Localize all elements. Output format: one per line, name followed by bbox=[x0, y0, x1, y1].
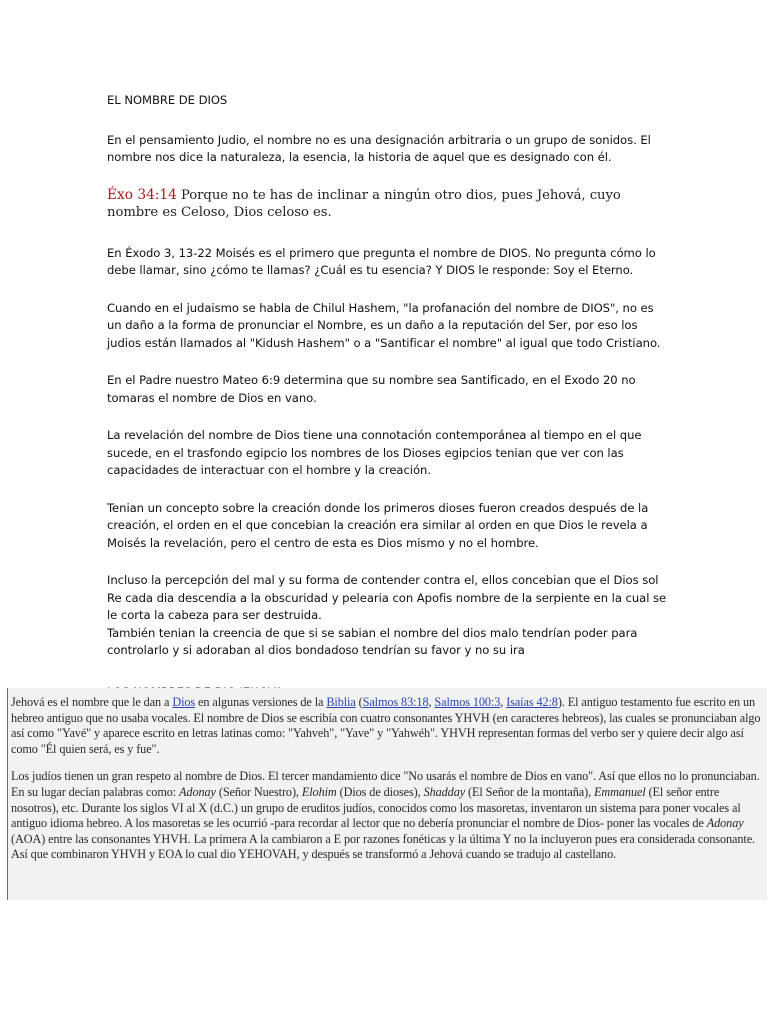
term-emmanuel: Emmanuel bbox=[594, 784, 646, 799]
excerpt-paragraph-1 bbox=[11, 695, 765, 757]
link-isaias-42-8[interactable]: Isaías 42:8 bbox=[506, 695, 558, 709]
excerpt-image bbox=[7, 688, 767, 900]
excerpt-text: Los judíos tienen un gran respeto al nombre de Dios. El tercer mandamiento dice "No usarás el nombre de Dios en vano". Así que ellos no lo pronunciaban. En su lugar decían palabras como: bbox=[11, 769, 760, 799]
excerpt-text: (AOA) entre las consonantes YHVH. La primera A la cambiaron a E por razones fonéticas y la última Y no la incluyeron pues era considerada consonante. Así que combinaron YHVH y EOA lo cual dio YEHOVAH, y después se transformó a Jehová cuando se tradujo al castellano. bbox=[11, 831, 755, 862]
link-dios[interactable]: Dios bbox=[172, 695, 196, 709]
excerpt-text: ). El antiguo testamento fue escrito en un hebreo antiguo que no usaba vocales. El nombre de Dios se escribía con cuatro consonantes YHVH (en caracteres hebreos), las cuales se pronunciaban algo así como "Yavé" y aparece escrito en letras latinas como: "Yahveh", "Yave" y "Yahwéh". YHVH representan formas del verbo ser y quiere decir algo así como "Él quien será, es y fue". bbox=[11, 695, 761, 756]
excerpt-paragraph-2 bbox=[11, 769, 765, 863]
link-salmos-83-18[interactable]: Salmos 83:18 bbox=[362, 695, 429, 709]
document-body bbox=[107, 92, 667, 701]
verse-reference: Éxo 34:14 bbox=[107, 186, 177, 203]
term-elohim: Elohim bbox=[301, 784, 337, 799]
paragraph-egyptian-context: La revelación del nombre de Dios tiene una connotación contemporánea al tiempo en el que sucede, en el trasfondo egipcio los nombres de los Dioses egipcios tenian que ver con las capacidades de interactuar con el hombre y la creación. bbox=[107, 428, 642, 477]
paragraph-exodus-3: En Éxodo 3, 13-22 Moisés es el primero que pregunta el nombre de DIOS. No pregunta cómo lo debe llamar, sino ¿cómo te llamas? ¿Cuál es tu esencia? Y DIOS le responde: Soy el Eterno. bbox=[107, 245, 656, 277]
link-biblia[interactable]: Biblia bbox=[326, 695, 356, 709]
paragraph-padre-nuestro: En el Padre nuestro Mateo 6:9 determina que su nombre sea Santificado, en el Exodo 20 no tomaras el nombre de Dios en vano. bbox=[107, 373, 636, 405]
term-shadday: Shadday bbox=[423, 784, 466, 799]
excerpt-text: Jehová es el nombre que le dan a bbox=[11, 695, 173, 709]
excerpt-text: , bbox=[428, 695, 435, 709]
link-salmos-100-3[interactable]: Salmos 100:3 bbox=[434, 695, 501, 709]
document-heading: EL NOMBRE DE DIOS bbox=[107, 93, 228, 107]
excerpt-text: en algunas versiones de la bbox=[195, 695, 327, 709]
excerpt-text: ( bbox=[355, 695, 363, 709]
verse-text: Porque no te has de inclinar a ningún otro dios, pues Jehová, cuyo nombre es Celoso, Dios celoso es. bbox=[107, 187, 621, 220]
paragraph-perception-of-evil bbox=[107, 572, 667, 660]
excerpt-text: (Dios de dioses), bbox=[336, 784, 424, 799]
bible-verse bbox=[107, 187, 667, 221]
excerpt-text: (El señor entre nosotros), etc. Durante los siglos VI al X (d.C.) un grupo de eruditos judíos, conocidos como los masoretas, inventaron un sistema para poner vocales al antiguo idioma hebreo. A los masoretas se les ocurrió -para recordar al lector que no debería pronunciar el nombre de Dios- poner las vocales de bbox=[11, 784, 741, 831]
paragraph-name-meaning: En el pensamiento Judio, el nombre no es una designación arbitraria o un grupo de sonidos. El nombre nos dice la naturaleza, la esencia, la historia de aquel que es designado con él. bbox=[107, 132, 651, 164]
excerpt-text: (El Señor de la montaña), bbox=[465, 784, 595, 799]
term-adonay: Adonay bbox=[179, 784, 216, 799]
paragraph-evil-part-2: También tenian la creencia de que si se sabian el nombre del dios malo tendrían poder para controlarlo y si adoraban al dios bondadoso tendrían su favor y no su ira bbox=[107, 625, 638, 657]
paragraph-evil-part-1: Incluso la percepción del mal y su forma de contender contra el, ellos concebian que el Dios sol Re cada dia descendia a la obscuridad y pelearia con Apofis nombre de la serpiente en la cual se le corta la cabeza para ser destruida. bbox=[107, 573, 667, 622]
excerpt-text: (Señor Nuestro), bbox=[215, 784, 302, 799]
paragraph-creation-concept: Tenian un concepto sobre la creación donde los primeros dioses fueron creados después de la creación, el orden en el que concebian la creación era similar al orden en que Dios le revela a Moisés la revelación, pero el centro de esta es Dios mismo y no el hombre. bbox=[107, 500, 649, 550]
paragraph-chilul-hashem: Cuando en el judaismo se habla de Chilul Hashem, "la profanación del nombre de DIOS", no es un daño a la forma de pronunciar el Nombre, es un daño a la reputación del Ser, por eso los judios están llamados al "Kidush Hashem" o a "Santificar el nombre" al igual que todo Cristiano. bbox=[107, 300, 661, 350]
term-adonay: Adonay bbox=[706, 816, 744, 831]
excerpt-text: , bbox=[500, 695, 507, 709]
